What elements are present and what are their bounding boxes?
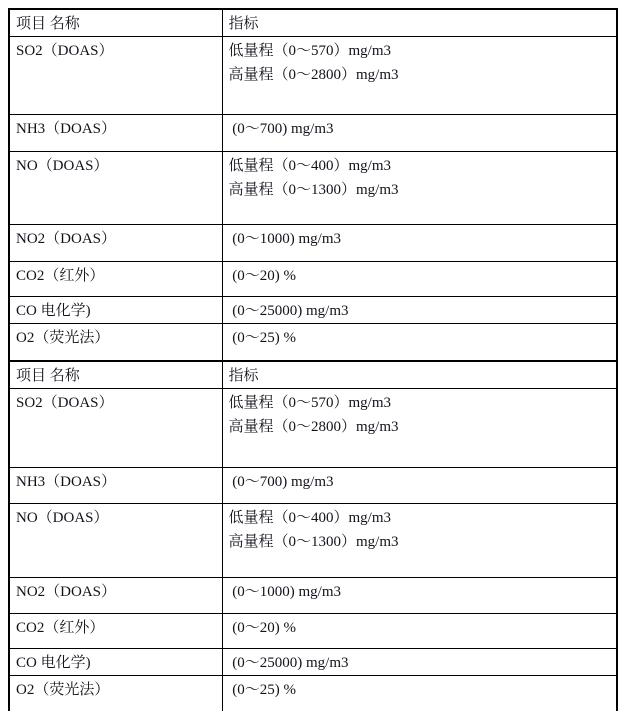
indicator-cell <box>222 577 617 613</box>
table-row <box>9 262 617 297</box>
indicator-line: (0～25) % <box>228 330 296 346</box>
indicator-line: 低量程（0～570）mg/m3 <box>228 394 392 411</box>
indicator-line: (0～25000) mg/m3 <box>228 303 349 319</box>
column-header-name: 项目 名称 <box>9 361 222 389</box>
indicator-cell <box>222 225 617 262</box>
indicator-line: 高量程（0～1300）mg/m3 <box>228 182 399 198</box>
param-name-cell: NO2（DOAS） <box>9 225 222 262</box>
table-row <box>9 613 617 648</box>
param-name-cell: CO 电化学) <box>9 297 222 324</box>
param-name-cell: O2（荧光法） <box>9 675 222 711</box>
param-name-cell: NH3（DOAS） <box>9 115 222 152</box>
table-row <box>9 577 617 613</box>
param-name-cell: NO2（DOAS） <box>9 577 222 613</box>
param-name-cell: NH3（DOAS） <box>9 467 222 503</box>
table-row <box>9 37 617 115</box>
indicator-cell <box>222 503 617 577</box>
column-header-indicator: 指标 <box>222 361 617 389</box>
indicator-line: (0～20) % <box>228 268 296 284</box>
indicator-line: 低量程（0～400）mg/m3 <box>228 509 392 526</box>
table-row <box>9 152 617 225</box>
param-name-cell: NO（DOAS） <box>9 503 222 577</box>
indicator-cell <box>222 675 617 711</box>
indicator-line: (0～25) % <box>228 681 296 698</box>
indicator-line: 低量程（0～570）mg/m3 <box>228 43 392 59</box>
header-row <box>9 361 617 389</box>
param-name-cell: CO2（红外） <box>9 613 222 648</box>
table-row <box>9 388 617 467</box>
indicator-line: (0～1000) mg/m3 <box>228 583 341 600</box>
indicator-cell <box>222 388 617 467</box>
indicator-line: 低量程（0～400）mg/m3 <box>228 158 392 174</box>
table-row <box>9 324 617 361</box>
indicator-cell <box>222 648 617 675</box>
indicator-line: (0～1000) mg/m3 <box>228 231 341 247</box>
indicator-line: 高量程（0～2800）mg/m3 <box>228 418 399 435</box>
indicator-cell <box>222 115 617 152</box>
param-name-cell: CO2（红外） <box>9 262 222 297</box>
indicator-line: (0～20) % <box>228 619 296 636</box>
indicator-line: (0～25000) mg/m3 <box>228 654 349 671</box>
param-name-cell: SO2（DOAS） <box>9 37 222 115</box>
column-header-indicator: 指标 <box>222 9 617 37</box>
indicator-cell <box>222 37 617 115</box>
param-name-cell: CO 电化学) <box>9 648 222 675</box>
table-row <box>9 225 617 262</box>
param-name-cell: SO2（DOAS） <box>9 388 222 467</box>
table-row <box>9 648 617 675</box>
table-row <box>9 675 617 711</box>
indicator-line: (0～700) mg/m3 <box>228 121 334 137</box>
column-header-name: 项目 名称 <box>9 9 222 37</box>
table-row <box>9 467 617 503</box>
indicator-cell <box>222 324 617 361</box>
indicator-cell <box>222 297 617 324</box>
indicator-cell <box>222 262 617 297</box>
gas-spec-table <box>8 8 618 711</box>
indicator-line: 高量程（0～1300）mg/m3 <box>228 533 399 550</box>
indicator-line: 高量程（0～2800）mg/m3 <box>228 67 399 83</box>
table-row <box>9 115 617 152</box>
param-name-cell: O2（荧光法） <box>9 324 222 361</box>
indicator-line: (0～700) mg/m3 <box>228 473 334 490</box>
indicator-cell <box>222 467 617 503</box>
indicator-cell <box>222 152 617 225</box>
header-row <box>9 9 617 37</box>
table-row <box>9 503 617 577</box>
table-row <box>9 297 617 324</box>
param-name-cell: NO（DOAS） <box>9 152 222 225</box>
indicator-cell <box>222 613 617 648</box>
